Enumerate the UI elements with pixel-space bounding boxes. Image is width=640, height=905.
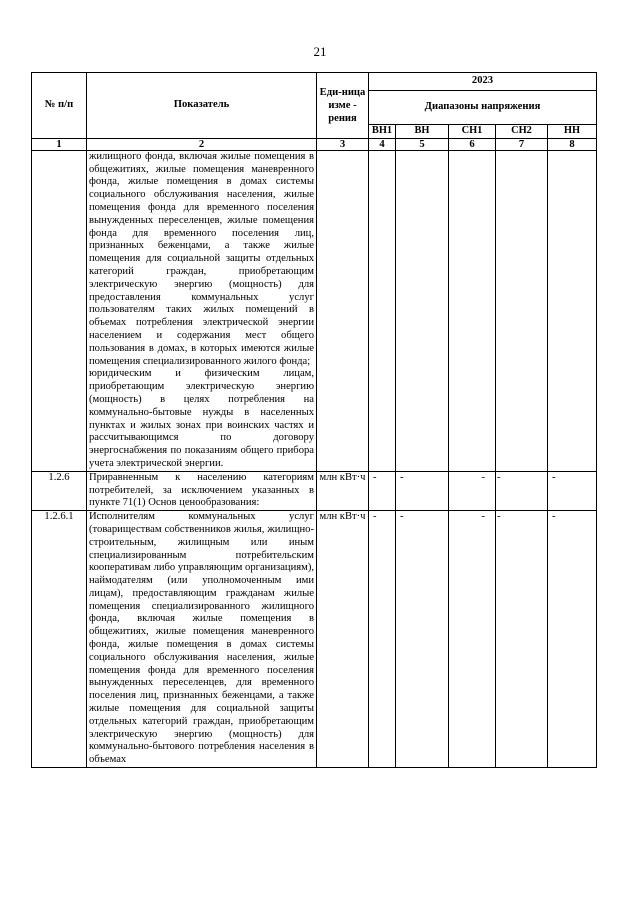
row-unit: млн кВт·ч: [317, 511, 369, 768]
header-voltage-nn: НН: [548, 125, 597, 139]
column-number: 2: [87, 138, 317, 150]
row-value-nn: -: [548, 511, 597, 768]
column-number: 7: [496, 138, 548, 150]
row-value-sn2: [496, 150, 548, 471]
row-value-sn1: -: [449, 511, 496, 768]
column-number: 8: [548, 138, 597, 150]
indicator-table: [31, 72, 597, 768]
row-indicator-text: [87, 471, 317, 510]
row-value-sn1: [449, 150, 496, 471]
column-number: 6: [449, 138, 496, 150]
column-number: 4: [369, 138, 396, 150]
header-voltage-sn2: СН2: [496, 125, 548, 139]
row-text-paragraph: жилищного фонда, включая жилые помещения в общежитиях, жилые помещения маневренного фонда, жилые помещения в домах системы социального обслуживания населения, жилые помещения фонда для временного поселения вынужденных переселенцев, жилые помещения фонда для временного поселения лиц, признанных беженцами, а также жилые помещения для социальной защиты отдельных категорий граждан, приобретающим электрическую энергию (мощность) для предоставления коммунальных услуг пользователям таких жилых помещений в объемах потребления электрической энергии населением и содержания мест общего пользования в домах, в которых имеются жилые помещения специализированного жилого фонда;: [89, 150, 314, 367]
row-value-sn2: -: [496, 511, 548, 768]
row-text-paragraph: юридическим и физическим лицам, приобретающим электрическую энергию (мощность) в целях потребления на коммунально-бытовые нужды в населенных пунктах и жилых зонах при воинских частях и рассчитывающимся по договору энергоснабжения по показаниям общего прибора учета электрической энергии.: [89, 368, 314, 469]
header-year: 2023: [369, 73, 597, 91]
row-number: [32, 150, 87, 471]
row-indicator-text: [87, 150, 317, 471]
header-voltage-vn: ВН: [396, 125, 449, 139]
row-value-vn: [396, 150, 449, 471]
row-text-paragraph: Приравненным к населению категориям потребителей, за исключением указанных в пункте 71(1) Основ ценообразования:: [89, 471, 314, 509]
row-value-vn: -: [396, 511, 449, 768]
row-indicator-text: [87, 511, 317, 768]
row-unit: млн кВт·ч: [317, 471, 369, 510]
row-value-vn1: -: [369, 471, 396, 510]
header-voltage-ranges: Диапазоны напряжения: [369, 91, 597, 125]
column-number: 3: [317, 138, 369, 150]
row-value-sn2: -: [496, 471, 548, 510]
header-voltage-vn1: ВН1: [369, 125, 396, 139]
row-unit: [317, 150, 369, 471]
header-num: № п/п: [32, 73, 87, 139]
table-row: [32, 511, 597, 768]
header-unit: Еди-ница изме - рения: [317, 73, 369, 139]
row-value-sn1: -: [449, 471, 496, 510]
column-number-row: [32, 138, 597, 150]
row-number: 1.2.6: [32, 471, 87, 510]
row-number: 1.2.6.1: [32, 511, 87, 768]
row-text-paragraph: Исполнителям коммунальных услуг (товариществам собственников жилья, жилищно-строительным, жилищным или иным специализированным потребительским кооперативам либо управляющим организациям), наймодателям (или уполномоченным ими лицам), предоставляющим гражданам жилые помещения специализированного жилищного фонда, включая жилые помещения в общежитиях, жилые помещения маневренного фонда, жилые помещения в домах системы социального обслуживания населения, жилые помещения фонда для временного поселения вынужденных переселенцев, для временного поселения лиц, признанных беженцами, а также жилые помещения для социальной защиты отдельных категорий граждан, приобретающим электрическую энергию (мощность) для коммунально-бытового потребления населения в объемах: [89, 511, 314, 766]
header-indicator: Показатель: [87, 73, 317, 139]
row-value-vn1: -: [369, 511, 396, 768]
table-row: [32, 150, 597, 471]
column-number: 1: [32, 138, 87, 150]
row-value-nn: [548, 150, 597, 471]
column-number: 5: [396, 138, 449, 150]
table-row: [32, 471, 597, 510]
row-value-vn1: [369, 150, 396, 471]
page-number: 21: [313, 44, 327, 59]
header-voltage-sn1: СН1: [449, 125, 496, 139]
row-value-vn: -: [396, 471, 449, 510]
row-value-nn: -: [548, 471, 597, 510]
